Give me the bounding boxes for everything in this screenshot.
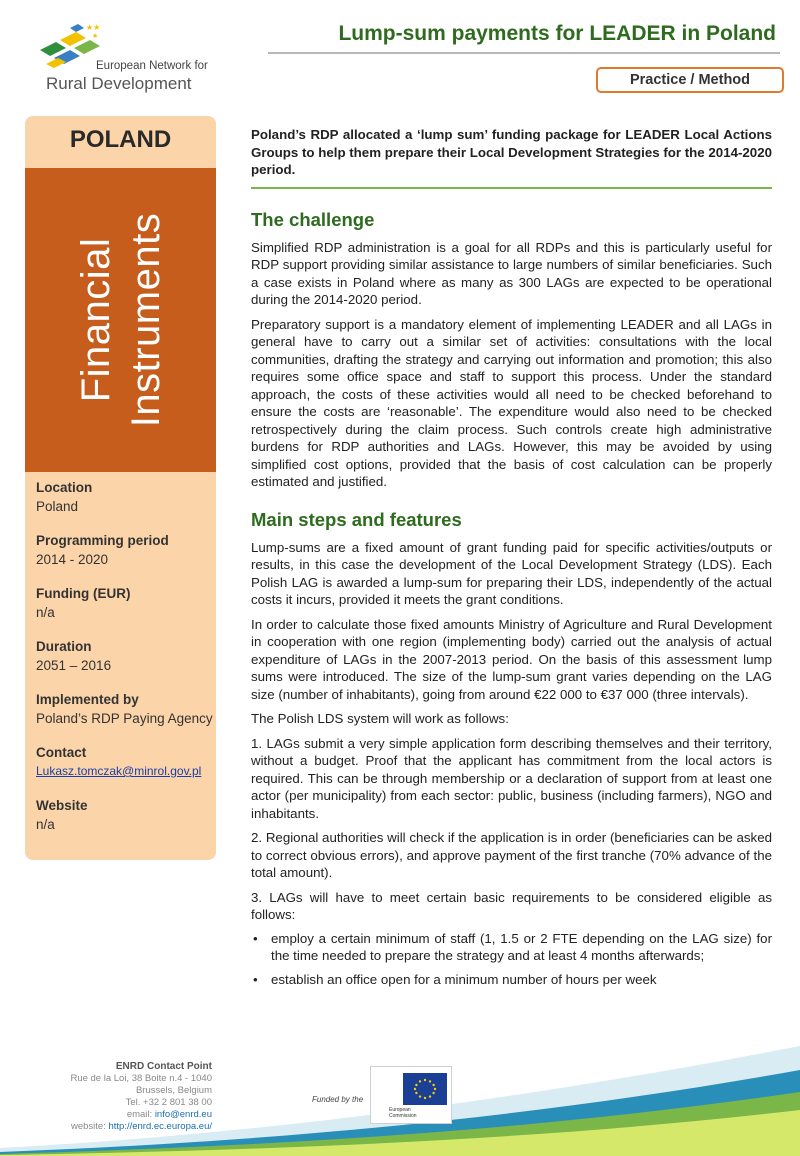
country-heading: POLAND bbox=[69, 126, 172, 153]
funded-by-label: Funded by the bbox=[312, 1095, 364, 1104]
contact-block bbox=[70, 1061, 212, 1133]
section-heading-steps: Main steps and features bbox=[251, 508, 462, 530]
email-label: email: bbox=[126, 1109, 155, 1120]
contact-address1: Rue de la Loi, 38 Boite n.4 - 1040 bbox=[70, 1073, 212, 1084]
list-item: • establish an office open for a minimum number of hours per week bbox=[251, 971, 772, 989]
info-sidebar bbox=[25, 116, 216, 860]
theme-band bbox=[25, 168, 216, 472]
paragraph: In order to calculate those fixed amounts Ministry of Agriculture and Rural Development in cooperation with one region (implementing body) carried out the analysis of actual expenditure of LAGs in the 2007-2013 period. On the basis of this assessment lump sums were introduced. The size of the lump-sum grant varies depending on the LAG size (number of inhabitants), going from around €22 000 to €37 000 (three intervals). bbox=[251, 616, 772, 702]
fact-implemented-by bbox=[36, 691, 212, 728]
theme-label-line2: Instruments bbox=[123, 212, 168, 428]
fact-label: Implemented by bbox=[36, 692, 139, 707]
website-label: website: bbox=[70, 1121, 109, 1132]
paragraph: Preparatory support is a mandatory element of implementing LEADER and all LAGs in general have to carry out a similar set of activities: consultations with the local communities, drafting the strategy and carrying out information and promotion; this also requires some office space and staff to support this process. Under the standard approach, the costs of these activities would all need to be checked beforehand to ensure the costs are ‘reasonable’. The expenditure would also need to be checked retrospectively during the claim process. Such controls create high administrative burdens for RDP authorities and LAGs. However, this may be avoided by using simplified cost options, provided that the basis of cost calculation can be properly estimated and justified. bbox=[251, 316, 772, 489]
doc-type-badge: Practice / Method bbox=[596, 67, 784, 93]
contact-address2: Brussels, Belgium bbox=[135, 1085, 212, 1096]
eu-caption-line2: Commission bbox=[389, 1113, 417, 1119]
paragraph: Lump-sums are a fixed amount of grant funding paid for specific activities/outputs or results, in this case the development of the Local Development Strategy (LDS). Each Polish LAG is awarded a lump-sum for preparing their LDS, independently of the actual costs it incurs, provided it meets the grant conditions. bbox=[251, 539, 772, 607]
fact-label: Contact bbox=[36, 745, 87, 760]
theme-label bbox=[71, 170, 171, 470]
intro-divider bbox=[251, 187, 772, 189]
fact-value: n/a bbox=[36, 605, 55, 620]
contact-email-row bbox=[70, 1109, 212, 1121]
svg-text:★★: ★★ bbox=[86, 23, 101, 32]
contact-title: ENRD Contact Point bbox=[115, 1061, 212, 1072]
fact-label: Website bbox=[36, 798, 88, 813]
fact-value: Poland bbox=[36, 499, 79, 514]
fact-location bbox=[36, 479, 212, 516]
fact-duration bbox=[36, 638, 212, 675]
fact-value: 2014 - 2020 bbox=[36, 552, 109, 567]
contact-phone: Tel. +32 2 801 38 00 bbox=[125, 1097, 212, 1108]
fact-value: Poland’s RDP Paying Agency bbox=[36, 711, 213, 726]
fact-website bbox=[36, 797, 212, 834]
enrd-logo bbox=[36, 20, 206, 100]
fact-label: Funding (EUR) bbox=[36, 586, 131, 601]
paragraph: 3. LAGs will have to meet certain basic requirements to be considered eligible as follows: bbox=[251, 889, 772, 922]
paragraph: Simplified RDP administration is a goal for all RDPs and this is particularly useful for RDP support providing similar assistance to large numbers of similar beneficiaries. Such a case exists in Poland where as many as 300 LAGs are expected to be operational during the 2014-2020 period. bbox=[251, 239, 772, 307]
logo-text-line1: European Network for bbox=[96, 60, 208, 72]
fact-label: Programming period bbox=[36, 533, 169, 548]
fact-value: 2051 – 2016 bbox=[36, 658, 112, 673]
fact-programming-period bbox=[36, 532, 212, 569]
page-title: Lump-sum payments for LEADER in Poland bbox=[338, 22, 776, 45]
fact-funding bbox=[36, 585, 212, 622]
eu-flag-icon bbox=[403, 1073, 447, 1105]
eu-logo bbox=[370, 1066, 452, 1124]
theme-label-line1: Financial bbox=[73, 237, 118, 403]
fact-label: Location bbox=[36, 480, 93, 495]
fact-list bbox=[36, 479, 212, 850]
eu-caption bbox=[389, 1107, 417, 1119]
intro-summary: Poland’s RDP allocated a ‘lump sum’ funding package for LEADER Local Actions Groups to help them prepare their Local Development Strategies for the 2014-2020 period. bbox=[251, 127, 772, 177]
logo-text-line2: Rural Development bbox=[46, 74, 192, 93]
contact-email-link[interactable]: Lukasz.tomczak@minrol.gov.pl bbox=[36, 764, 202, 778]
paragraph: 2. Regional authorities will check if the application is in order (beneficiaries can be asked to correct obvious errors), and approve payment of the first tranche (70% advance of the total amount). bbox=[251, 830, 772, 880]
requirements-list bbox=[251, 930, 772, 989]
paragraph: The Polish LDS system will work as follows: bbox=[251, 711, 509, 726]
contact-website-row bbox=[70, 1121, 212, 1133]
section-heading-challenge: The challenge bbox=[251, 208, 375, 230]
title-divider bbox=[268, 52, 780, 54]
paragraph: 1. LAGs submit a very simple application form describing themselves and their territory, without a budget. Proof that the applicant has commitment from the local actors is required. This can be through membership or a declaration of support from at least one actor (per municipality) from each sector: public, business (including farmers), NGO and inhabitants. bbox=[251, 735, 772, 821]
svg-text:★: ★ bbox=[92, 32, 99, 40]
main-content bbox=[251, 126, 772, 994]
fact-contact bbox=[36, 744, 212, 781]
footer-email-link[interactable]: info@enrd.eu bbox=[154, 1109, 212, 1120]
fact-value: n/a bbox=[36, 817, 55, 832]
footer-website-link[interactable]: http://enrd.ec.europa.eu/ bbox=[108, 1121, 212, 1132]
eu-caption-line1: European bbox=[389, 1107, 411, 1113]
list-item: • employ a certain minimum of staff (1, 1.5 or 2 FTE depending on the LAG size) for the time needed to prepare the strategy and at least 4 months afterwards; bbox=[251, 930, 772, 965]
fact-label: Duration bbox=[36, 639, 92, 654]
